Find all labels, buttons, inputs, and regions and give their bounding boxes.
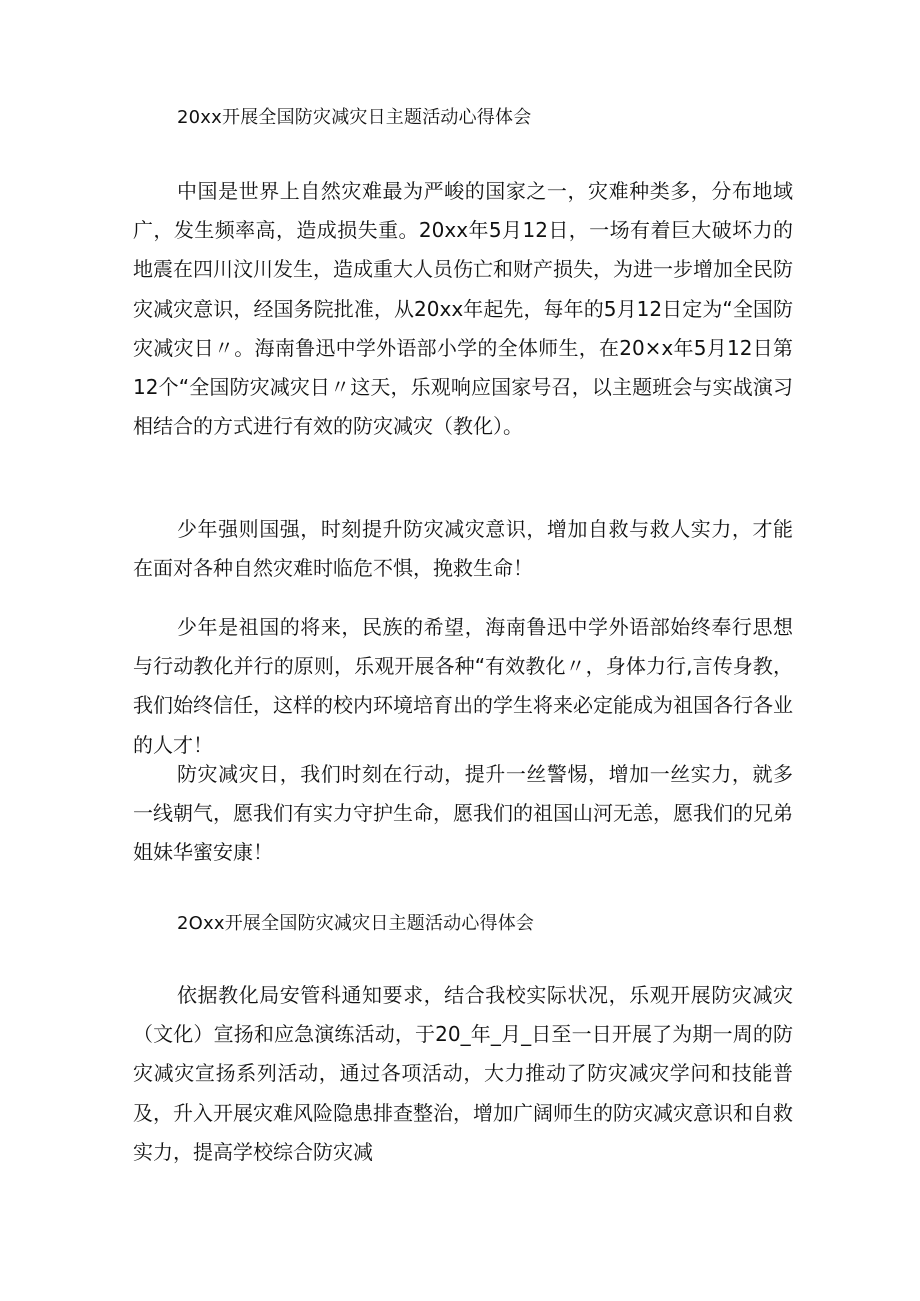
section-2-title: 2Oxx开展全国防灾减灾日主题活动心得体会 bbox=[177, 913, 535, 934]
section-1-title: 20xx开展全国防灾减灾日主题活动心得体会 bbox=[177, 107, 532, 128]
section-1-paragraph-4: 防灾减灾日，我们时刻在行动，提升一丝警惕，增加一丝实力，就多一线朝气，愿我们有实力守护生命，愿我们的祖国山河无恙，愿我们的兄弟姐妹华蜜安康！ bbox=[133, 762, 793, 865]
section-1-paragraph-2: 少年强则国强，时刻提升防灾减灾意识，增加自救与救人实力，才能在面对各种自然灾难时临危不惧，挽救生命！ bbox=[133, 517, 793, 581]
section-1-paragraph-1: 中国是世界上自然灾难最为严峻的国家之一，灾难种类多，分布地域广，发生频率高，造成损失重。20xx年5月12日，一场有着巨大破坏力的地震在四川汶川发生，造成重大人员伤亡和财产损失，为进一步增加全民防灾减灾意识，经国务院批准，从20xx年起先，每年的5月12日定为“全国防灾减灾日〃。海南鲁迅中学外语部小学的全体师生，在20×x年5月12日第12个“全国防灾减灾日〃这天，乐观响应国家号召，以主题班会与实战演习相结合的方式进行有效的防灾减灾（教化）。 bbox=[133, 179, 793, 439]
section-2-paragraph-1: 依据教化局安管科通知要求，结合我校实际状况，乐观开展防灾减灾（文化）宣扬和应急演练活动，于20_年_月_日至一日开展了为期一周的防灾减灾宣扬系列活动，通过各项活动，大力推动了防灾减灾学问和技能普及，升入开展灾难风险隐患排查整治，增加广阔师生的防灾减灾意识和自救实力，提高学校综合防灾减 bbox=[133, 983, 793, 1164]
section-1-paragraph-3: 少年是祖国的将来，民族的希望，海南鲁迅中学外语部始终奉行思想与行动教化并行的原则，乐观开展各种“有效教化〃，身体力行,言传身教，我们始终信任，这样的校内环境培育出的学生将来必定能成为祖国各行各业的人才！ bbox=[133, 615, 793, 757]
